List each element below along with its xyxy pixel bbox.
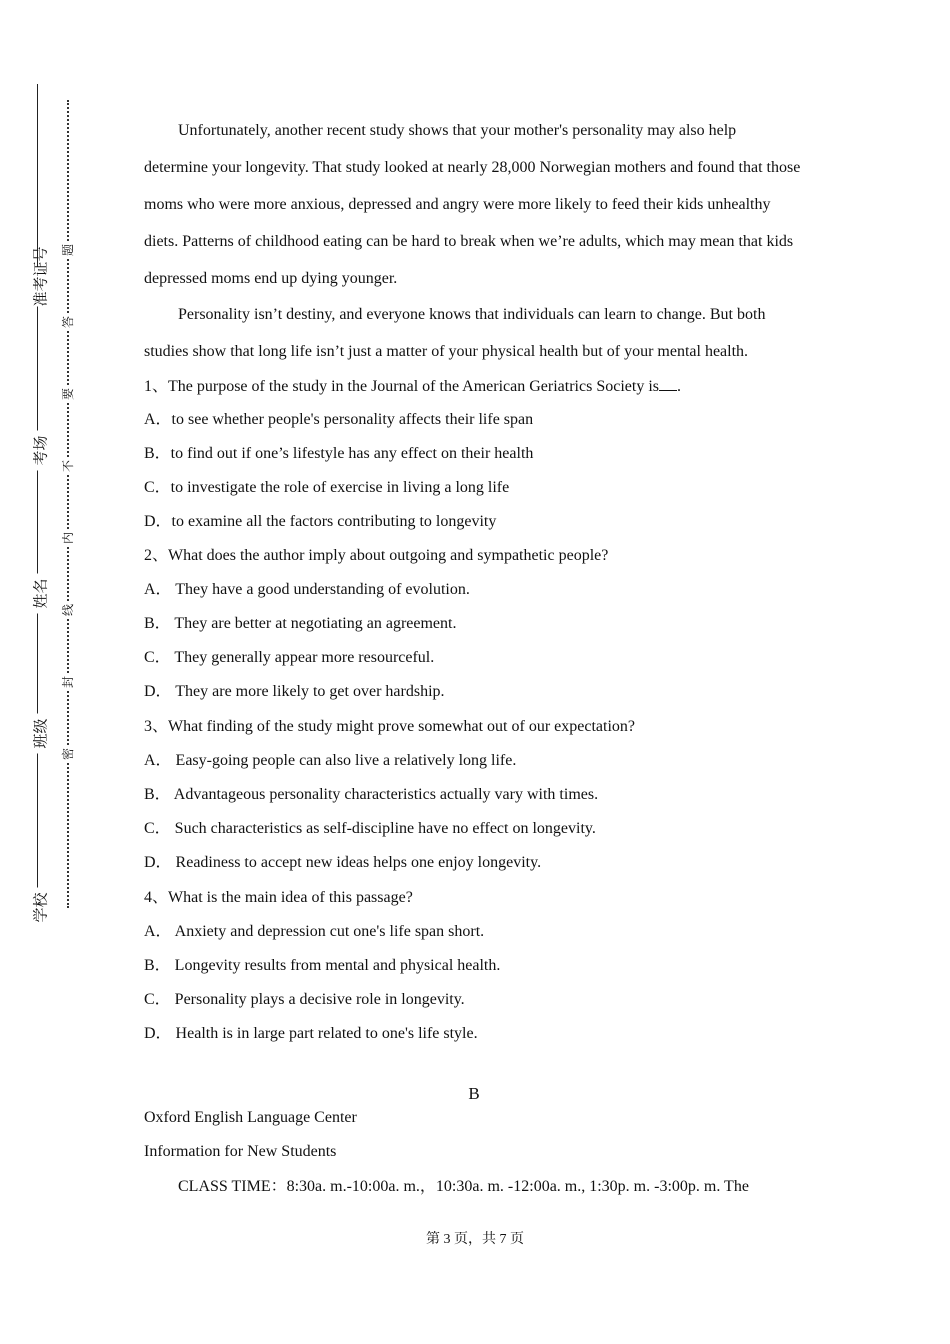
- option-a: A． Anxiety and depression cut one's life span short.: [144, 923, 485, 940]
- option-c: C． Personality plays a decisive role in longevity.: [144, 991, 465, 1008]
- seal-char: 答: [61, 316, 75, 329]
- option-b: B． Advantageous personality characteristics actually vary with times.: [144, 786, 599, 803]
- option-b: B． They are better at negotiating an agreement.: [144, 615, 457, 632]
- option-a: A．to see whether people's personality affects their life span: [144, 411, 534, 428]
- option-a: A． Easy-going people can also live a relatively long life.: [144, 752, 517, 769]
- seal-char: 线: [61, 604, 75, 617]
- passage-paragraph: Unfortunately, another recent study shows that your mother's personality may also help determine your longevity. That study looked at nearly 28,000 Norwegian mothers and found that those moms who were more anxious, depressed and angry were more likely to feed their kids unhealthy diets. Patterns of childhood eating can be hard to break when we’re adults, which may mean that kids depressed moms end up dying younger.: [144, 122, 801, 287]
- seal-char: 要: [61, 388, 75, 401]
- question-stem: 2、What does the author imply about outgoing and sympathetic people?: [144, 547, 609, 564]
- passage-paragraph: Personality isn’t destiny, and everyone knows that individuals can learn to change. But both studies show that long life isn’t just a matter of your physical health but of your mental health.: [144, 306, 766, 360]
- section-heading: B: [468, 1084, 480, 1103]
- option-c: C． They generally appear more resourceful.: [144, 649, 435, 666]
- seal-char: 封: [61, 676, 75, 689]
- question-stem-text: 1、The purpose of the study in the Journal of the American Geriatrics Society is: [144, 378, 659, 395]
- seal-char: 密: [61, 748, 75, 761]
- option-b: B． Longevity results from mental and physical health.: [144, 957, 501, 974]
- binding-margin: [0, 0, 120, 1344]
- section-title: Oxford English Language Center: [144, 1109, 357, 1126]
- field-label-exam-id: 准考证号: [31, 246, 50, 307]
- field-label-school: 学校: [30, 888, 51, 928]
- field-label-class: 班级: [30, 714, 51, 754]
- field-label-name: 姓名: [30, 574, 51, 614]
- seal-char: 不: [61, 460, 75, 473]
- page-number: 第 3 页，共 7 页: [426, 1232, 524, 1247]
- class-time-line: CLASS TIME：8:30a. m.-10:00a. m.，10:30a. m. -12:00a. m., 1:30p. m. -3:00p. m. The: [178, 1178, 749, 1195]
- question-stem-end: .: [676, 378, 681, 395]
- field-label-exam-room: 考场: [30, 431, 51, 471]
- seal-dotted-line: [67, 100, 69, 908]
- seal-char: 题: [61, 244, 75, 257]
- question-stem: [144, 376, 681, 397]
- section-subtitle: Information for New Students: [144, 1143, 337, 1160]
- answer-blank: [659, 376, 677, 391]
- binding-solid-line: [37, 84, 38, 924]
- question-stem: 3、What finding of the study might prove somewhat out of our expectation?: [144, 718, 636, 735]
- option-d: D． Health is in large part related to one's life style.: [144, 1025, 478, 1042]
- option-a: A． They have a good understanding of evolution.: [144, 581, 470, 598]
- seal-char: 内: [61, 532, 75, 545]
- option-b: B．to find out if one’s lifestyle has any effect on their health: [144, 445, 534, 462]
- option-c: C．to investigate the role of exercise in living a long life: [144, 479, 510, 496]
- option-d: D．to examine all the factors contributing to longevity: [144, 513, 497, 530]
- option-d: D． Readiness to accept new ideas helps one enjoy longevity.: [144, 854, 542, 871]
- question-stem: 4、What is the main idea of this passage?: [144, 889, 413, 906]
- option-d: D． They are more likely to get over hardship.: [144, 683, 445, 700]
- option-c: C． Such characteristics as self-discipline have no effect on longevity.: [144, 820, 596, 837]
